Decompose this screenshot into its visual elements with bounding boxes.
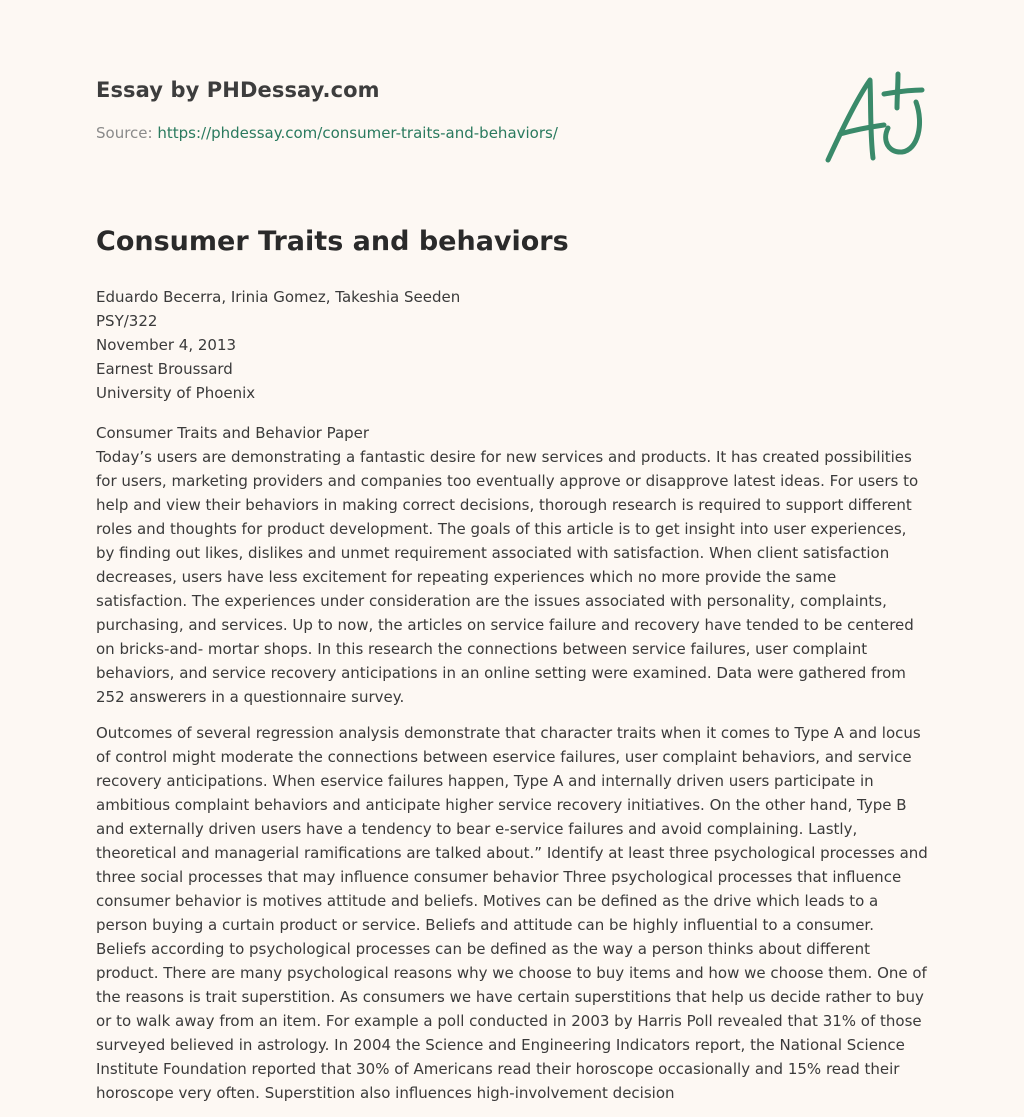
meta-institution: University of Phoenix	[96, 384, 256, 402]
meta-date: November 4, 2013	[96, 336, 237, 354]
a-plus-logo-icon	[818, 64, 930, 168]
essay-title: Consumer Traits and behaviors	[96, 226, 569, 257]
essay-paragraph: Today’s users are demonstrating a fantastic desire for new services and products. It has created possibilities for users, marketing providers and companies too eventually approve or disapprove latest ideas. For users to help and view their behaviors in making correct decisions, thorough research is required to support different roles and thoughts for product development. The goals of this article is to get insight into user experiences, by finding out likes, dislikes and unmet requirement associated with satisfaction. When client satisfaction decreases, users have less excitement for repeating experiences which no more provide the same satisfaction. The experiences under consideration are the issues associated with personality, complaints, purchasing, and services. Up to now, the articles on service failure and recovery have tended to be centered on bricks-and- mortar shops. In this research the connections between service failures, user complaint behaviors, and service recovery anticipations in an online setting were examined. Data were gathered from 252 answerers in a questionnaire survey.	[96, 448, 919, 706]
essay-paragraph: Outcomes of several regression analysis demonstrate that character traits when it comes to Type A and locus of control might moderate the connections between eservice failures, user complaint behaviors, and service recovery anticipations. When eservice failures happen, Type A and internally driven users participate in ambitious complaint behaviors and anticipate higher service recovery initiatives. On the other hand, Type B and externally driven users have a tendency to bear e-service failures and avoid complaining. Lastly, theoretical and managerial ramifications are talked about.” Identify at least three psychological processes and three social processes that may influence consumer behavior Three psychological processes that influence consumer behavior is motives attitude and beliefs. Motives can be defined as the drive which leads to a person buying a curtain product or service. Beliefs and attitude can be highly influential to a consumer. Beliefs according to psychological processes can be defined as the way a person thinks about different product. There are many psychological reasons why we choose to buy items and how we choose them. One of the reasons is trait superstition. As consumers we have certain superstitions that help us decide rather to buy or to walk away from an item. For example a poll conducted in 2003 by Harris Poll revealed that 31% of those surveyed believed in astrology. In 2004 the Science and Engineering Indicators report, the National Science Institute Foundation reported that 30% of Americans read their horoscope occasionally and 15% read their horoscope very often. Superstition also influences high-involvement decision	[96, 724, 928, 1102]
essay-subtitle: Consumer Traits and Behavior Paper	[96, 424, 370, 442]
site-brand: Essay by PHDessay.com	[96, 78, 380, 102]
essay-meta	[96, 285, 460, 405]
meta-course: PSY/322	[96, 312, 158, 330]
source-label: Source:	[96, 124, 153, 142]
meta-instructor: Earnest Broussard	[96, 360, 233, 378]
meta-authors: Eduardo Becerra, Irinia Gomez, Takeshia Seeden	[96, 288, 461, 306]
source-line	[96, 124, 558, 142]
essay-body	[96, 421, 928, 1117]
source-link[interactable]: https://phdessay.com/consumer-traits-and-behaviors/	[157, 124, 558, 142]
